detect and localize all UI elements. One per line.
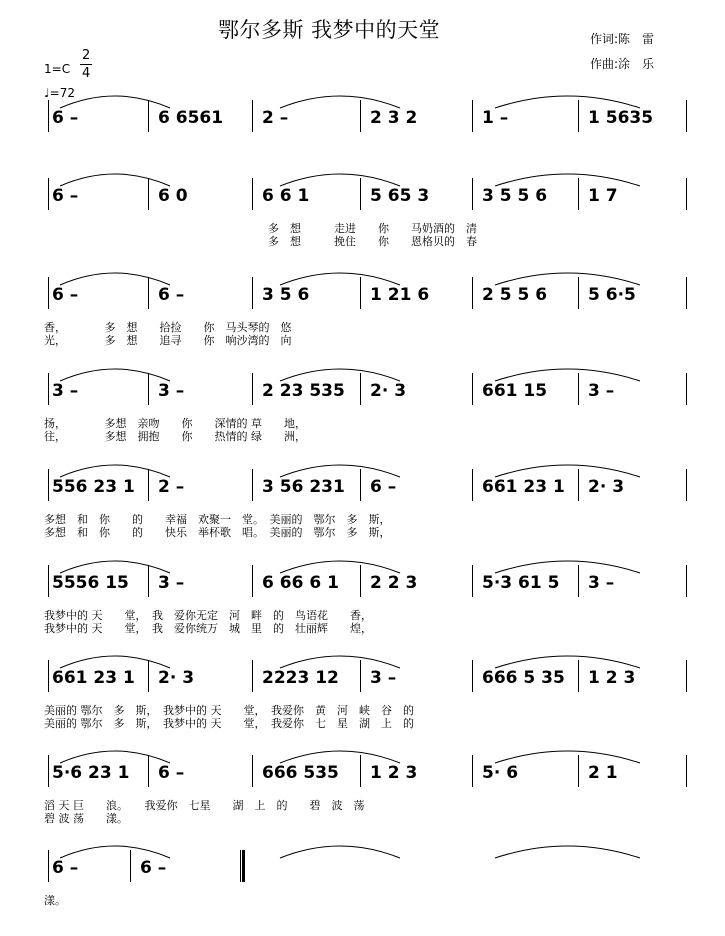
measure: 6 6561 xyxy=(158,108,224,128)
measure: 2· 3 xyxy=(158,668,195,688)
slur xyxy=(280,174,400,186)
lyric-line: 多想 和 你 的 快乐 举杯歌 唱。 美丽的 鄂尔 多 斯， xyxy=(44,526,391,539)
measure: 2· 3 xyxy=(370,381,407,401)
slur xyxy=(280,561,400,573)
measure: 6 66 6 1 xyxy=(262,573,339,593)
time-signature-bottom: 4 xyxy=(82,66,91,81)
measure: 3 – xyxy=(370,668,397,688)
measure: 6 – xyxy=(52,858,79,878)
slur-group xyxy=(0,86,725,116)
measure: 2· 3 xyxy=(588,477,625,497)
slur-group xyxy=(0,164,725,194)
slur xyxy=(495,96,640,108)
lyric-line: 滔 天 巨 浪。 我爱你 七星 湖 上 的 碧 波 荡 xyxy=(44,799,365,812)
measure: 2 23 535 xyxy=(262,381,345,401)
slur xyxy=(495,846,640,858)
lyric-line: 碧 波 荡 漾。 xyxy=(44,812,128,825)
measure: 3 5 6 xyxy=(262,285,310,305)
measure: 1 2 3 xyxy=(588,668,636,688)
measure: 3 – xyxy=(158,381,185,401)
measure: 3 5 5 6 xyxy=(482,186,548,206)
lyric-line: 我梦中的 天 堂， 我 爱你无定 河 畔 的 鸟语花 香， xyxy=(44,609,372,622)
slur xyxy=(60,96,170,108)
slur xyxy=(280,273,400,285)
lyricist-label: 作词: xyxy=(590,32,619,46)
measure: 3 – xyxy=(52,381,79,401)
measure: 6 – xyxy=(140,858,167,878)
lyric-line: 扬， 多想 亲吻 你 深情的 草 地， xyxy=(44,417,306,430)
slur xyxy=(280,96,400,108)
slur xyxy=(495,561,640,573)
measure: 5 65 3 xyxy=(370,186,430,206)
lyricist-name: 陈 雷 xyxy=(618,32,655,46)
slur-group xyxy=(0,836,725,866)
measure: 3 – xyxy=(588,573,615,593)
composer-credit xyxy=(590,55,654,72)
slur-group xyxy=(0,646,725,676)
measure: 6 6 1 xyxy=(262,186,310,206)
slur xyxy=(495,273,640,285)
measure: 5556 15 xyxy=(52,573,129,593)
measure: 1 21 6 xyxy=(370,285,430,305)
measure: 2 1 xyxy=(588,763,618,783)
slur xyxy=(280,846,400,858)
lyric-line: 美丽的 鄂尔 多 斯， 我梦中的 天 堂， 我爱你 黄 河 峡 谷 的 xyxy=(44,704,414,717)
measure: 2 – xyxy=(158,477,185,497)
measure: 6 – xyxy=(52,186,79,206)
slur-group xyxy=(0,359,725,389)
slur xyxy=(495,465,640,477)
composer-name: 涂 乐 xyxy=(618,57,655,71)
slur xyxy=(60,174,170,186)
time-signature-line xyxy=(80,64,92,65)
measure: 666 535 xyxy=(262,763,339,783)
lyric-line: 光， 多 想 追寻 你 响沙湾的 向 xyxy=(44,334,292,347)
slur xyxy=(280,751,400,763)
slur-group xyxy=(0,551,725,581)
measure: 5· 6 xyxy=(482,763,519,783)
slur-group xyxy=(0,741,725,771)
composer-label: 作曲: xyxy=(590,57,619,71)
measure: 1 2 3 xyxy=(370,763,418,783)
measure: 6 – xyxy=(158,285,185,305)
lyric-line: 多 想 走进 你 马奶酒的 清 xyxy=(268,222,477,235)
slur xyxy=(495,369,640,381)
measure: 2223 12 xyxy=(262,668,339,688)
slur xyxy=(495,656,640,668)
measure: 3 56 231 xyxy=(262,477,345,497)
slur xyxy=(495,751,640,763)
slur xyxy=(60,561,170,573)
lyric-line: 香， 多 想 拾捡 你 马头琴的 悠 xyxy=(44,321,292,334)
lyric-line: 我梦中的 天 堂， 我 爱你统万 城 里 的 壮丽辉 煌， xyxy=(44,622,372,635)
measure: 2 3 2 xyxy=(370,108,418,128)
measure: 661 23 1 xyxy=(482,477,565,497)
measure: 1 7 xyxy=(588,186,618,206)
measure: 5·6 23 1 xyxy=(52,763,130,783)
time-signature-top: 2 xyxy=(82,48,91,63)
lyricist-credit xyxy=(590,30,654,47)
slur-group xyxy=(0,263,725,293)
measure: 6 0 xyxy=(158,186,188,206)
slur xyxy=(60,656,170,668)
measure: 661 15 xyxy=(482,381,548,401)
measure: 2 – xyxy=(262,108,289,128)
measure: 661 23 1 xyxy=(52,668,135,688)
measure: 6 – xyxy=(370,477,397,497)
measure: 2 2 3 xyxy=(370,573,418,593)
slur xyxy=(280,465,400,477)
measure: 6 – xyxy=(52,108,79,128)
measure: 1 5635 xyxy=(588,108,654,128)
lyric-line: 多想 和 你 的 幸福 欢聚一 堂。 美丽的 鄂尔 多 斯， xyxy=(44,513,391,526)
slur xyxy=(495,174,640,186)
key-signature: 1=C xyxy=(44,62,71,76)
song-title: 鄂尔多斯 我梦中的天堂 xyxy=(218,18,441,42)
measure: 3 – xyxy=(588,381,615,401)
measure: 5·3 61 5 xyxy=(482,573,560,593)
slur xyxy=(280,369,400,381)
lyric-line: 漾。 xyxy=(44,894,66,907)
measure: 6 – xyxy=(52,285,79,305)
measure: 666 5 35 xyxy=(482,668,565,688)
slur xyxy=(60,465,170,477)
slur xyxy=(60,751,170,763)
slur xyxy=(280,656,400,668)
measure: 1 – xyxy=(482,108,509,128)
slur xyxy=(60,273,170,285)
lyric-line: 多 想 挽住 你 恩格贝的 春 xyxy=(268,235,477,248)
measure: 5 6·5 xyxy=(588,285,636,305)
slur xyxy=(60,846,170,858)
measure: 3 – xyxy=(158,573,185,593)
measure: 556 23 1 xyxy=(52,477,135,497)
tempo-marking: ♩=72 xyxy=(44,86,75,100)
slur xyxy=(60,369,170,381)
measure: 2 5 5 6 xyxy=(482,285,548,305)
lyric-line: 往， 多想 拥抱 你 热情的 绿 洲， xyxy=(44,430,306,443)
lyric-line: 美丽的 鄂尔 多 斯， 我梦中的 天 堂， 我爱你 七 星 湖 上 的 xyxy=(44,717,414,730)
measure: 6 – xyxy=(158,763,185,783)
slur-group xyxy=(0,455,725,485)
